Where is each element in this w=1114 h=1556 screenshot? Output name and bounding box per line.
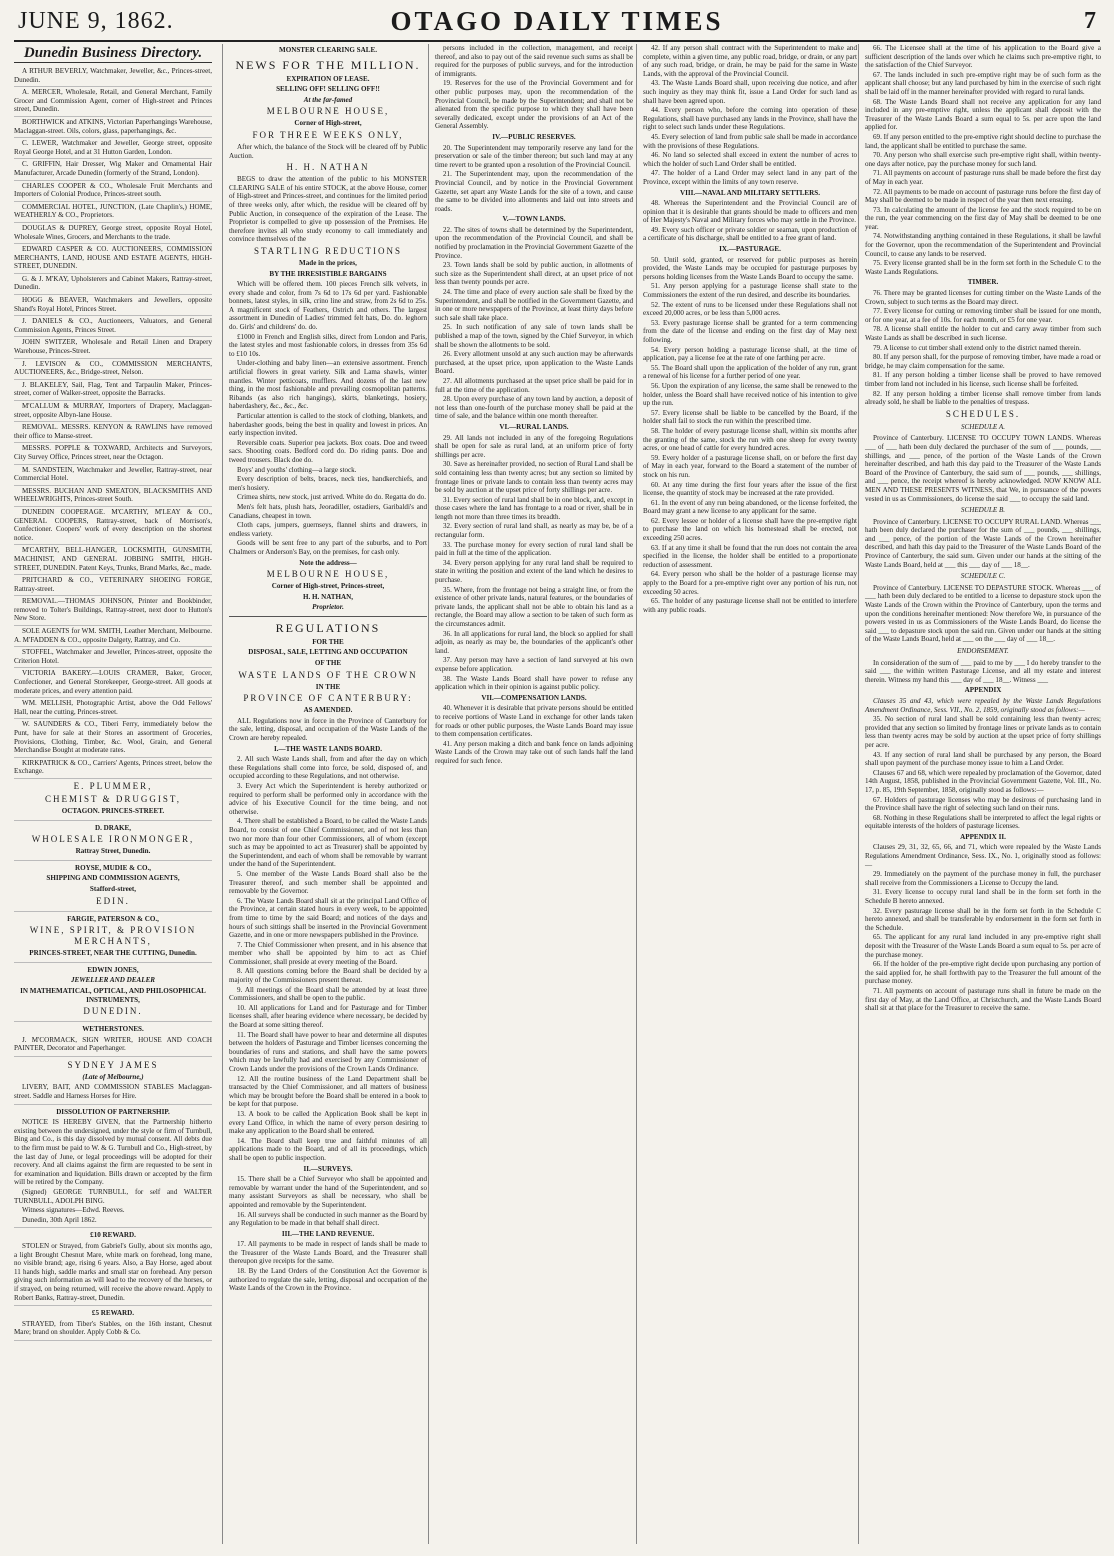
sale-underclothing: Under-clothing and baby linen—an extensive assortment. French artificial flowers in great variety. Silk and Lama shawls, winter mantles. Winter petticoats, mufflers. And dozens of the last new thing, in the most fashionable and prevailing cosmopolitan patterns. Ribands (as also rich hangings), skirts, blanketings, hosiery, haberdashery, &c., &c., &c.	[229, 359, 427, 411]
appendix-sub: Clauses 35 and 43, which were repealed by the Waste Lands Regulations Amendment Ordinance, Sess. VII., No. 2, 1859, originally stood as follows:—	[865, 696, 1101, 714]
appendix-clause: 35. No section of rural land shall be sold containing less than twenty acres; provided that any section so limited by frontage lines or private lands as to contain less than twenty acres may be sold by auction at the upset price of forty shillings per acre.	[865, 715, 1101, 749]
ad-witness: Witness signatures—Edwd. Reeves.	[22, 1206, 125, 1215]
appendix-clause: 68. Nothing in these Regulations shall be interpreted to affect the legal rights or equitable interests of the holders of pasturage licenses.	[865, 813, 1101, 831]
regulation-clause: 53. Every pasturage license shall be granted for a term commencing from the date of the license and ending on the first day of May next following.	[643, 318, 857, 344]
directory-entry: REMOVAL. MESSRS. KENYON & RAWLINS have removed their office to Manse-street.	[14, 423, 212, 443]
ad-date: Dunedin, 30th April 1862.	[22, 1215, 97, 1224]
appendix-heading: APPENDIX	[964, 686, 1002, 695]
regulation-clause: 73. In calculating the amount of the license fee and the stock required to be on the run, the year commencing on the first day of May shall be deemed to be one year.	[865, 205, 1101, 231]
regulation-clause: 78. A license shall entitle the holder to cut and carry away timber from such Waste Lands as shall be described in such license.	[865, 325, 1101, 342]
col4-paragraphs	[643, 44, 857, 614]
schedule-c-body: Province of Canterbury. LICENSE TO DEPASTURE STOCK. Whereas ___ of ___ hath been duly declared to be entitled to a license to depasture stock upon the Waste Lands of the Crown within the Province of Canterbury, upon the terms and upon the conditions hereinafter mentioned: Now therefore We, in pursuance of the powers vested in us as Commissioners of the Waste Lands Board, do license the said ___ to depasture stock upon the said run. Given under our hands at the sitting of the Waste Lands Board, held at ___ on the ___ day of ___ 18__.	[865, 583, 1101, 644]
sale-owner: H. H. NATHAN	[286, 162, 370, 173]
directory-entry: KIRKPATRICK & CO., Carriers' Agents, Princes street, below the Exchange.	[14, 759, 212, 779]
regulation-clause: 51. Any person applying for a pasturage license shall state to the Commissioners the extent of the run desired, and describe its boundaries.	[643, 282, 857, 300]
regulation-clause: 21. The Superintendent may, upon the recommendation of the Provincial Council, and by notice in the Provincial Government Gazette, set apart any Waste Lands for the site of a town, and cause the same to be divided into allotments and laid out into streets and roads.	[435, 170, 633, 213]
directory-entry: EDWARD CASPER & CO. AUCTIONEERS, COMMISSION MERCHANTS, LAND, HOUSE AND ESTATE AGENTS, HIGH-STREET, DUNEDIN.	[14, 245, 212, 274]
ad-signed: (Signed) GEORGE TURNBULL, for self and WALTER TURNBULL, ADOLPH BING.	[14, 1188, 212, 1205]
endorsement-heading: ENDORSEMENT.	[957, 647, 1009, 655]
regulations-for-the: FOR THE	[312, 637, 344, 646]
regulation-clause: 50. Until sold, granted, or reserved for public purposes as herein provided, the Waste Lands may be occupied for pasturage purposes by persons holding licenses from the Waste Lands Board to occupy the same.	[643, 255, 857, 281]
regulation-clause: 47. The holder of a Land Order may select land in any part of the Province, except within the limits of any town reserve.	[643, 169, 857, 186]
ad-body: NOTICE IS HEREBY GIVEN, that the Partnership hitherto existing between the undersigned, under the style or firm of Turnbull, Bing and Co., is this day dissolved by mutual consent. All debts due to the firm must be paid to W. & G. Turnbull and Co., High-street, by the last day of June, or legal proceedings will be adopted for their recovery. And all claims against the firm are requested to be sent in for examination and liquidation. Bills drawn or accepted by the firm will be retired by the Company.	[14, 1118, 212, 1187]
ad-heading: DISSOLUTION OF PARTNERSHIP.	[56, 1107, 170, 1116]
appendix-clause: 65. The applicant for any rural land included in any pre-emptive right shall deposit with the Treasurer of the Waste Lands Board a sum equal to 5s. per acre of the purchase money.	[865, 933, 1101, 959]
sale-made: Made in the prices,	[299, 258, 357, 267]
regulation-clause: 38. The Waste Lands Board shall have power to refuse any application which in their opinion is against public policy.	[435, 674, 633, 692]
sale-cloth: Cloth caps, jumpers, guernseys, flannel shirts and drawers, in endless variety.	[229, 521, 427, 538]
directory-entry: MESSRS. BUCHAN AND SMEATON, BLACKSMITHS AND WHEELWRIGHTS, Princes-street South.	[14, 487, 212, 507]
sale-note: Note the address—	[299, 558, 357, 567]
sale-corner: Corner of High-street,	[294, 119, 362, 128]
regulation-clause: 19. Reserves for the use of the Provincial Government and for other public purposes may, upon the recommendation of the Provincial Council, be made by the Superintendent; and shall not be alienated from the specific purpose to which they shall have been severally dedicated, except under the provisions of an Act of the General Assembly.	[435, 79, 633, 131]
sale-corner-2: Corner of High-street, Princes-street,	[271, 582, 385, 591]
regulations-sub-2: WASTE LANDS OF THE CROWN	[238, 669, 418, 680]
ad-name: ROYSE, MUDIE & CO.,	[74, 863, 152, 872]
ad-name: EDWIN JONES,	[87, 965, 139, 974]
regulation-clause: 8. All questions coming before the Board shall be decided by a majority of the Commissioners present thereat.	[229, 967, 427, 985]
regulation-clause: 45. Every selection of land from public sale shall be made in accordance with the provisions of these Regulations.	[643, 132, 857, 150]
directory-entry: VICTORIA BAKERY.—LOUIS CRAMER, Baker, Grocer, Confectioner, and General Storekeeper, George-street. All goods at moderate prices, and every attention paid.	[14, 669, 212, 698]
regulation-clause: 44. Every person who, before the coming into operation of these Regulations, shall have purchased any lands in the Province, shall have the right to select such lands under these Regulations.	[643, 106, 857, 132]
regulation-clause: 30. Save as hereinafter provided, no section of Rural Land shall be sold containing less than twenty acres; but any section so limited by frontage lines or private lands to contain less than twenty acres may be sold by auction at the upset price of forty shillings per acre.	[435, 460, 633, 495]
section-heading: V.—TOWN LANDS.	[502, 215, 566, 224]
regulation-clause: 77. Every license for cutting or removing timber shall be issued for one month, or for one year, at a fee of 10s. for each month, or £5 for one year.	[865, 307, 1101, 324]
ad-reward-5	[14, 1309, 212, 1341]
regulations-of-the: OF THE	[314, 659, 342, 668]
regulation-clause: 74. Notwithstanding anything contained in these Regulations, it shall be lawful for the Governor, upon the recommendation of the Superintendent and Provincial Council, to cause any lands to be reserved.	[865, 232, 1101, 258]
ad-heading: £10 REWARD.	[90, 1231, 136, 1240]
col5-paragraphs	[865, 44, 1101, 407]
regulation-clause: 48. Whereas the Superintendent and the Provincial Council are of opinion that it is desirable that grants should be made to officers and men of Her Majesty's Naval and Military forces who may settle in the Province.	[643, 199, 857, 225]
section-heading: II.—SURVEYS.	[303, 1164, 353, 1173]
ad-wetherstones	[14, 1025, 212, 1057]
regulations-title: REGULATIONS	[275, 620, 381, 635]
directory-entry: BORTHWICK and ATKINS, Victorian Paperhangings Warehouse, Maclaggan-street. Oils, colors, glass, paperhangings, &c.	[14, 118, 212, 138]
ad-body: LIVERY, BAIT, AND COMMISSION STABLES Maclaggan-street. Saddle and Harness Horses for Hire.	[14, 1083, 212, 1101]
regulation-clause: persons included in the collection, management, and receipt thereof, and also to pay out of the said revenue such sums as shall be required for the purposes of public surveys, and for the introduction of immigrants.	[435, 44, 633, 78]
directory-entry: HOGG & BEAVER, Watchmakers and Jewellers, opposite Shand's Royal Hotel, Princes Street.	[14, 296, 212, 316]
sale-after: After which, the balance of the Stock will be cleared off by Public Auction.	[229, 142, 427, 160]
sale-goods: Goods will be sent free to any part of the suburbs, and to Port Chalmers or Anderson's Bay, on the premises, for cash only.	[229, 539, 427, 556]
regulation-clause: 82. If any person holding a timber license shall remove timber from lands already sold, he shall be liable to the penalties of trespass.	[865, 389, 1101, 407]
ad-name: E. PLUMMER,	[73, 780, 153, 791]
ad-town: DUNEDIN.	[83, 1006, 143, 1017]
regulation-clause: 37. Any person may have a section of land surveyed at his own expense before application.	[435, 656, 633, 673]
ad-reward-10	[14, 1231, 212, 1306]
appendix-clause: 32. Every pasturage license shall be in the form set forth in the Schedule C hereto annexed, and shall be transferable by endorsement in the form set forth in the Schedule.	[865, 906, 1101, 932]
sale-silks: £1000 in French and English silks, direct from London and Paris, the latest styles and most fashionable colors, in dresses from 35s 6d to £10 10s.	[229, 332, 427, 358]
directory-entry: SOLE AGENTS for WM. SMITH, Leather Merchant, Melbourne. A. M'FADDEN & CO., opposite Dalgety, Rattray, and Co.	[14, 627, 212, 647]
regulation-clause: 75. Every license granted shall be in the form set forth in the Schedule C to the Waste Lands Regulations.	[865, 259, 1101, 276]
regulation-clause: 28. Upon every purchase of any town land by auction, a deposit of not less than one-fourth of the purchase money shall be paid at the time of sale, and the balance within one month thereafter.	[435, 395, 633, 421]
regulation-clause: 3. Every Act which the Superintendent is hereby authorized or required to perform shall be performed only in accordance with the advice of his Executive Council for the time being, and not otherwise.	[229, 782, 427, 816]
sale-heading: MONSTER CLEARING SALE.	[279, 46, 377, 54]
appendix-clause: 29. Immediately on the payment of the purchase money in full, the purchaser shall receive from the Commissioners a License to Occupy the land.	[865, 870, 1101, 887]
regulation-clause: 41. Any person making a ditch and bank fence on lands adjoining Waste Lands of the Crown may take out of such lands half the land required for such fence.	[435, 739, 633, 765]
sale-sub: At the far-famed	[303, 95, 353, 104]
ad-body: STOLEN or Strayed, from Gabriel's Gully, about six months ago, a light Brought Chesnut Mare, white mark on forehead, long mane, no visible brand; age, rising 6 years. Also, a Bay Horse, aged about 11 hands high, saddle marks and small star on forehead. Any person giving such information as will lead to the recovery of the horses, or if strayed, on being returned, will receive the above reward. Apply to Robert Banks, Rattray-street, Dunedin.	[14, 1241, 212, 1302]
ad-heading: £5 REWARD.	[91, 1309, 135, 1318]
regulation-clause: 11. The Board shall have power to hear and determine all disputes between the holders of Pasturage and Timber licenses concerning the boundaries of runs and stations, and shall have the same powers which may be lawfully had and exercised by any Commissioner of Crown Lands under the provisions of the Crown Lands Ordinance.	[229, 1030, 427, 1073]
regulations-paragraphs	[229, 755, 427, 1293]
appendix-clause: 31. Every license to occupy rural land shall be in the form set forth in the Schedule B hereto annexed.	[865, 888, 1101, 906]
ad-address: OCTAGON. PRINCES-STREET.	[61, 806, 165, 815]
section-heading: VII.—COMPENSATION LANDS.	[481, 693, 587, 702]
directory-entry: CHARLES COOPER & CO., Wholesale Fruit Merchants and Importers of Colonial Produce, Princes-street south.	[14, 182, 212, 202]
directory-entry: JOHN SWITZER, Wholesale and Retail Linen and Drapery Warehouse, Princes-Street.	[14, 338, 212, 358]
section-heading: VI.—RURAL LANDS.	[499, 422, 569, 431]
ad-name: D. DRAKE,	[94, 823, 132, 832]
regulation-clause: 24. The time and place of every auction sale shall be fixed by the Superintendent, and shall be notified in the Government Gazette, and in one or more newspapers of the Province, at least thirty days before such sale shall take place.	[435, 288, 633, 322]
sale-bargains: BY THE IRRESISTIBLE BARGAINS	[269, 269, 387, 278]
regulation-clause: 65. The holder of any pasturage license shall not be entitled to interfere with any public roads.	[643, 597, 857, 614]
regulation-clause: 56. Upon the expiration of any license, the same shall be renewed to the holder, unless the Board shall have received notice of his intention to give up the run.	[643, 381, 857, 408]
sale-proprietor: Proprietor.	[312, 603, 344, 612]
ad-name: SYDNEY JAMES	[67, 1059, 159, 1070]
regulations-sub-3: PROVINCE OF CANTERBURY:	[243, 693, 413, 704]
regulation-clause: 6. The Waste Lands Board shall sit at the principal Land Office of the Province, at certain stated hours in every week, to be appointed from time to time by the said Board; and notices of the days and hours of such sittings shall be inserted in the Provincial Government Gazette, and in one or more newspapers published in the Province.	[229, 896, 427, 940]
ad-trade: WHOLESALE IRONMONGER,	[31, 834, 195, 845]
col3-paragraphs	[435, 44, 633, 766]
issue-date: JUNE 9, 1862.	[18, 8, 174, 34]
sale-boys: Boys' and youths' clothing—a large stock.	[237, 465, 357, 474]
regulation-clause: 31. Every section of rural land shall be in one block, and, except in those cases where the land has frontage to a road or river, shall be in length not more than three times its breadth.	[435, 495, 633, 521]
schedule-a-heading: SCHEDULE A.	[960, 422, 1005, 431]
regulation-clause: 63. If at any time it shall be found that the run does not contain the area specified in the license, the holder shall be entitled to a proportionate reduction of assessment.	[643, 543, 857, 569]
regulation-clause: 79. A license to cut timber shall extend only to the district named therein.	[873, 343, 1081, 352]
schedules-heading: SCHEDULES.	[945, 408, 1021, 419]
directory-entry: M'CARTHY, BELL-HANGER, LOCKSMITH, GUNSMITH, MACHINIST, AND GENERAL JOBBING SMITH, HIGH-STREET, DUNEDIN. Patent Keys, Trunks, Brand Marks, &c., made.	[14, 546, 212, 575]
regulation-clause: 34. Every person applying for any rural land shall be required to state in writing the position and extent of the land which he desires to purchase.	[435, 558, 633, 585]
regulation-clause: 13. A book to be called the Application Book shall be kept in every Land Office, in which the name of every person desiring to make any application to the Board shall be entered.	[229, 1109, 427, 1136]
ad-body: STRAYED, from Tiber's Stables, on the 16th instant, Chesnut Mare; brand on shoulder. Apply Cobb & Co.	[14, 1319, 212, 1337]
schedule-c-heading: SCHEDULE C.	[960, 572, 1006, 581]
directory-entry: MESSRS. POPPLE & TOXWARD, Architects and Surveyors, City Survey Office, Princes street, near the Octagon.	[14, 444, 212, 464]
appendix-clause: 71. All payments on account of pasturage runs shall in future be made on the first day of May, at the Land Office, at Christchurch, and the Waste Lands Board shall sit at that place for the Treasurer to receive the same.	[865, 986, 1101, 1013]
sale-expiration: EXPIRATION OF LEASE.	[286, 74, 370, 83]
ad-address: PRINCES-STREET, NEAR THE CUTTING, Dunedin.	[29, 949, 197, 958]
regulation-clause: 25. In such notification of any sale of town lands shall be published a map of the town, signed by the Chief Surveyor, in which shall be shown the allotments to be sold.	[435, 323, 633, 349]
section-heading: VIII.—NAVAL AND MILITARY SETTLERS.	[679, 188, 821, 197]
directory-entry: J. LEVISON & CO., COMMISSION MERCHANTS, AUCTIONEERS, &c., Bridge-street, Nelson.	[14, 360, 212, 380]
regulation-clause: 57. Every license shall be liable to be cancelled by the Board, if the holder shall fail to stock the run within the prescribed time.	[643, 408, 857, 426]
ad-dissolution	[14, 1108, 212, 1229]
regulation-clause: 16. All surveys shall be conducted in such manner as the Board by any Regulation to be made in that behalf shall direct.	[229, 1210, 427, 1228]
ad-trade: CHEMIST & DRUGGIST,	[45, 793, 181, 804]
schedule-b-heading: SCHEDULE B.	[960, 506, 1006, 515]
regulation-clause: 62. Every lessee or holder of a license shall have the pre-emptive right to purchase the land on which his homestead shall be erected, not exceeding 250 acres.	[643, 516, 857, 543]
ad-town: EDIN.	[96, 895, 130, 906]
regulation-clause: 59. Every holder of a pasturage license shall, on or before the first day of May in each year, forward to the Board a statement of the number of stock on his run.	[643, 453, 857, 479]
ad-sub: (Late of Melbourne,)	[82, 1072, 144, 1081]
ad-name: WETHERSTONES.	[82, 1025, 144, 1034]
ad-royse	[14, 864, 212, 912]
regulation-clause: 40. Whenever it is desirable that private persons should be entitled to receive portions of Waste Land in exchange for other lands taken for roads or other public purposes, the Waste Lands Board may issue to them compensation certificates.	[435, 704, 633, 739]
endorsement-body: In consideration of the sum of ___ paid to me by ___ I do hereby transfer to the said ___ the within written Pasturage License, and all my estate and interest therein. Witness my hand this ___ day of ___ 18__. Witness ___	[865, 658, 1101, 684]
directory-entry: J. BLAKELEY, Sail, Flag, Tent and Tarpaulin Maker, Princes-street, corner of Walker-street, opposite the Barracks.	[14, 381, 212, 401]
regulations-section-i: I.—THE WASTE LANDS BOARD.	[273, 744, 383, 753]
masthead	[14, 6, 1100, 42]
directory-entry: DOUGLAS & DUPREY, George street, opposite Royal Hotel, Wholesale Wines, Grocers, and Merchants to the trade.	[14, 224, 212, 244]
sale-news-heading: NEWS FOR THE MILLION.	[235, 57, 421, 72]
regulations-in-the: IN THE	[315, 682, 341, 691]
column-sale-and-regulations	[222, 44, 427, 1544]
schedule-b-body: Province of Canterbury. LICENSE TO OCCUPY RURAL LAND. Whereas ___ hath been duly declared the purchaser for the sum of ___ pounds, ___ shillings, and ___ pence, of the portion of the Waste Lands of the Crown hereinafter described, and hath this day paid to the Treasurer of the Waste Lands Board of the Province of Canterbury, the said sum. Given under our hands at the sitting of the Waste Lands Board, held at ___ this ___ day of ___ 18__.	[865, 517, 1101, 569]
directory-entry: M'CALLUM & MURRAY, Importers of Drapery, Maclaggan-street, opposite Albyn-lane House.	[14, 402, 212, 422]
sale-house: MELBOURNE HOUSE,	[266, 106, 390, 117]
schedule-a-body: Province of Canterbury. LICENSE TO OCCUPY TOWN LANDS. Whereas ___ of ___ hath been duly declared the purchaser of the sum of ___ pounds, ___ shillings, and ___ pence, of the portion of the Waste Lands of the Crown hereinafter described, and hath this day paid to the Treasurer of the Waste Lands Board of the Province of Canterbury, the said sum of ___ pounds, ___ shillings, and ___ pence, the receipt whereof is hereby acknowledged. NOW KNOW ALL MEN AND THESE PRESENTS WITNESS, that We, in pursuance of the powers vested in us as Commissioners, do license the said ___ to occupy the said land.	[865, 434, 1101, 503]
regulation-clause: 12. All the routine business of the Land Department shall be transacted by the Chief Commissioner, and all matters of business which may be brought before the Board shall be entered in a book to be kept for that purpose.	[229, 1074, 427, 1109]
directory-entry: G. & J. M'KAY, Upholsterers and Cabinet Makers, Rattray-street, Dunedin.	[14, 275, 212, 295]
directory-entry: WM. MELLISH, Photographic Artist, above the Odd Fellows' Hall, near the cutting, Princes-street.	[14, 699, 212, 719]
regulation-clause: 22. The sites of towns shall be determined by the Superintendent, upon the recommendation of the Provincial Council, and shall be notified by proclamation in the Provincial Government Gazette of the Province.	[435, 225, 633, 260]
sale-mens: Men's felt hats, plush hats, Jeoradiller, ostadiers, Garibaldi's and Canadians, cheapest in town.	[229, 502, 427, 520]
regulation-clause: 43. The Waste Lands Board shall, upon receiving due notice, and after such inquiry as they may think fit, issue a Land Order for such land as shall have been agreed upon.	[643, 79, 857, 105]
ad-fargie	[14, 915, 212, 963]
ad-address: Rattray Street, Dunedin.	[75, 847, 151, 856]
regulation-clause: 72. All payments to be made on account of pasturage runs before the first day of May shall be deemed to be made in respect of the year then next ensuing.	[865, 187, 1101, 205]
regulation-clause: 14. The Board shall keep true and faithful minutes of all applications made to the Board, and of all its proceedings, which shall be open to public inspection.	[229, 1136, 427, 1162]
ad-body: J. M'CORMACK, SIGN WRITER, HOUSE AND COACH PAINTER, Decorator and Paperhanger.	[14, 1035, 212, 1053]
regulation-clause: 60. At any time during the first four years after the issue of the first license, the quantity of stock may be increased at the rate provided.	[643, 480, 857, 498]
regulation-clause: 2. All such Waste Lands shall, from and after the day on which these Regulations shall come into force, be sold, disposed of, and occupied according to these Regulations, and not otherwise.	[229, 755, 427, 781]
regulation-clause: 46. No land so selected shall exceed in extent the number of acres to which the holder of such Land Order shall be entitled.	[643, 151, 857, 168]
section-heading: IX.—PASTURAGE.	[719, 245, 781, 254]
regulation-clause: 29. All lands not included in any of the foregoing Regulations shall be open for sale as rural land, at an uniform price of forty shillings per acre.	[435, 433, 633, 459]
regulation-clause: 67. The lands included in such pre-emptive right may be of such form as the applicant shall choose; but any land purchased by him in the exercise of such right shall be laid off in the manner hereinafter provided with regard to rural lands.	[865, 70, 1101, 96]
ad-trade: WINE, SPIRIT, & PROVISION MERCHANTS,	[29, 925, 197, 947]
regulation-clause: 58. The holder of every pasturage license shall, within six months after the granting of the same, stock the run with one sheep for every twenty acres, or one head of cattle for every hundred acres.	[643, 426, 857, 453]
ad-trade: SHIPPING AND COMMISSION AGENTS,	[46, 874, 180, 883]
regulation-clause: 68. The Waste Lands Board shall not receive any application for any land included in any pre-emptive right, unless the applicant shall deposit with the Treasurer of the Waste Lands Board a sum equal to 5s. per acre upon the land applied for.	[865, 97, 1101, 132]
regulations-sub-1: DISPOSAL, SALE, LETTING AND OCCUPATION	[248, 648, 408, 657]
directory-entry: A RTHUR BEVERLY, Watchmaker, Jeweller, &c., Princes-street, Dunedin.	[14, 67, 212, 87]
regulation-clause: 66. The Licensee shall at the time of his application to the Board give a sufficient description of the lands over which he claims such pre-emptive right, to the satisfaction of the Chief Surveyor.	[865, 44, 1101, 70]
divider	[229, 616, 427, 617]
ad-address: Stafford-street,	[89, 884, 137, 893]
directory-entry: C. GRIFFIN, Hair Dresser, Wig Maker and Ornamental Hair Manufacturer, Arcade Dunedin (formerly of the Strand, London).	[14, 160, 212, 180]
regulation-clause: 36. In all applications for rural land, the block so applied for shall adjoin, as nearly as may be, the boundaries of the applicant's other land.	[435, 629, 633, 655]
directory-entries	[14, 67, 212, 779]
section-heading: IV.—PUBLIC RESERVES.	[492, 132, 576, 141]
regulation-clause: 5. One member of the Waste Lands Board shall also be the Treasurer thereof, and such member shall be appointed and removable by the Governor.	[229, 869, 427, 896]
sale-crimea: Crimea shirts, new stock, just arrived. White do do. Regatta do do.	[237, 493, 426, 502]
regulation-clause: 64. Every person who shall be the holder of a pasturage license may apply to the Board for a pre-emptive right over any portion of his run, not exceeding 50 acres.	[643, 570, 857, 596]
appendix-clause: 43. If any section of rural land shall be purchased by any person, the Board shall upon payment of the purchase money issue to him a Land Order.	[865, 750, 1101, 768]
directory-entry: A. MERCER, Wholesale, Retail, and General Merchant, Family Grocer and Commission Agent, corner of High-street and Princes street, Dunedin.	[14, 88, 212, 117]
ad-trade: JEWELLER AND DEALER	[70, 976, 156, 985]
regulation-clause: 20. The Superintendent may temporarily reserve any land for the preservation or sale of the timber thereon; but such land may at any time revert to be granted upon a resolution of the Provincial Council.	[435, 143, 633, 169]
sale-owner-2: H. H. NATHAN,	[302, 592, 354, 601]
regulation-clause: 26. Every allotment unsold at any such auction may be afterwards purchased, at the upset price, upon application to the Waste Lands Board.	[435, 350, 633, 376]
newspaper-title: OTAGO DAILY TIMES	[390, 6, 724, 36]
ad-edwin-jones	[14, 966, 212, 1022]
column-regulations-cont-2	[636, 44, 857, 1544]
appendix-clause: Clauses 67 and 68, which were repealed by proclamation of the Governor, dated 14th August, 1858, published in the Provincial Government Gazette, Vol. III., No. 17, p. 85, 19th September, 1858, originally stood as follows:—	[865, 768, 1101, 794]
sale-startling: STARTLING REDUCTIONS	[254, 245, 402, 256]
regulation-clause: 71. All payments on account of pasturage runs shall be made before the first day of May in each year.	[865, 169, 1101, 186]
regulation-clause: 70. Any person who shall exercise such pre-emptive right shall, within twenty-one days after notice, pay the purchase money for such land.	[865, 151, 1101, 168]
ad-sydney-james	[14, 1060, 212, 1105]
column-regulations-cont	[428, 44, 633, 1544]
directory-entry: DUNEDIN COOPERAGE. M'CARTHY, M'LEAY & CO., GENERAL COOPERS, Rattray-street, back of Morrison's, Confectioner. Coopers' work of every description on the shortest notice.	[14, 508, 212, 545]
directory-entry: STOFFEL, Watchmaker and Jeweller, Princes-street, opposite the Criterion Hotel.	[14, 648, 212, 668]
regulation-clause: 9. All meetings of the Board shall be attended by at least three Commissioners, and shall be open to the public.	[229, 985, 427, 1003]
directory-entry: C. LEWER, Watchmaker and Jeweller, George street, opposite Royal George Hotel, and at 31 Hutton Garden, London.	[14, 139, 212, 159]
sale-house-2: MELBOURNE HOUSE,	[266, 569, 390, 580]
regulation-clause: 52. The extent of runs to be licensed under these Regulations shall not exceed 20,000 acres, or be less than 5,000 acres.	[643, 300, 857, 318]
regulation-clause: 76. There may be granted licenses for cutting timber on the Waste Lands of the Crown, subject to such terms as the Board may direct.	[865, 289, 1101, 306]
regulation-clause: 32. Every section of rural land shall, as nearly as may be, be of a rectangular form.	[435, 522, 633, 540]
sale-selling-off: SELLING OFF! SELLING OFF!!	[276, 85, 380, 94]
regulation-clause: 80. If any person shall, for the purpose of removing timber, have made a road or bridge, he may claim compensation for the same.	[865, 353, 1101, 370]
regulations-intro: ALL Regulations now in force in the Province of Canterbury for the sale, letting, disposal, and occupation of the Waste Lands of the Crown are hereby repealed.	[229, 716, 427, 743]
appendix-clause: 67. Holders of pasturage licenses who may be desirous of purchasing land in the Province shall have the right of selecting such land on their runs.	[865, 795, 1101, 813]
regulations-amended: AS AMENDED.	[303, 706, 353, 715]
sale-intro: BEGS to draw the attention of the public to his MONSTER CLEARING SALE of his entire STOCK, at the above House, corner of High-street and Princes-street, and continues for the limited period of three weeks only, after which, the residue will be cleared off by Public Auction, in consequence of the expiration of the Lease. The Proprietor is compelled to give up possession of the Premises. He therefore invites all who study economy to call immediately and convince themselves of the	[229, 175, 427, 244]
regulation-clause: 35. Where, from the frontage not being a straight line, or from the existence of other private lands, natural features, or the boundaries of private lands, the applicant shall not be able to obtain his land as a rectangle, the Board may allow a section to be taken of such form as the circumstances admit.	[435, 585, 633, 628]
regulation-clause: 81. If any person holding a timber license shall be proved to have removed timber from land not included in his license, such license shall be forfeited.	[865, 371, 1101, 388]
section-heading: III.—THE LAND REVENUE.	[281, 1229, 375, 1238]
regulation-clause: 61. In the event of any run being abandoned, or the license forfeited, the Board may grant a new license to any applicant for the same.	[643, 498, 857, 516]
regulation-clause: 7. The Chief Commissioner when present, and in his absence that member who shall be appointed by him to act as Chief Commissioner, shall preside at every meeting of the Board.	[229, 940, 427, 966]
directory-entry: PRITCHARD & CO., VETERINARY SHOEING FORGE, Rattray-street.	[14, 576, 212, 596]
ad-name: FARGIE, PATERSON & CO.,	[67, 914, 159, 923]
ad-drake	[14, 824, 212, 861]
sale-weeks: FOR THREE WEEKS ONLY,	[252, 129, 404, 140]
page-number: 7	[1084, 8, 1096, 34]
sale-list: Reversible coats. Superior pea jackets. Box coats. Doe and tweed sacs. Shooting coats. Bedford cord do. Do riding pants. Doe and tweed trousers. Black doe do.	[229, 438, 427, 464]
regulation-clause: 23. Town lands shall be sold by public auction, in allotments of such size as the Superintendent shall direct, at an upset price of not less than twenty pounds per acre.	[435, 261, 633, 287]
sale-every: Every description of belts, braces, neck ties, handkerchiefs, and men's hosiery.	[229, 475, 427, 492]
directory-entry: REMOVAL.—THOMAS JOHNSON, Printer and Bookbinder, removed to Tolter's Buildings, Rattray-street, next door to Hutton's New Store.	[14, 597, 212, 626]
appendix-clause: 66. If the holder of the pre-emptive right decide upon purchasing any portion of the said applied for, he shall forthwith pay to the Treasurer the full amount of the purchase money.	[865, 960, 1101, 986]
regulation-clause: 4. There shall be established a Board, to be called the Waste Lands Board, to consist of one Chief Commissioner, and of not less than two nor more than four other Commissioners, all of whom (except such as may be appointed to act as Treasurer) shall be appointed by the Superintendent, and each of whom shall be removable by warrant under the hand of the Superintendent.	[229, 817, 427, 869]
directory-entry: W. SAUNDERS & CO., Tiberi Ferry, immediately below the Punt, have for sale at their Stores an assortment of Groceries, Provisions, Clothing, Timber, &c. Wool, Grain, and General Merchandise Bought at moderate rates.	[14, 720, 212, 757]
regulation-clause: 15. There shall be a Chief Surveyor who shall be appointed and removable by warrant under the hand of the Superintendent, and so many assistant Surveyors as shall be necessary, who shall be appointed and removable by the Superintendent.	[229, 1175, 427, 1209]
regulation-clause: 54. Every person holding a pasturage license shall, at the time of application, pay a license fee at the rate of one farthing per acre.	[643, 345, 857, 363]
regulation-clause: 42. If any person shall contract with the Superintendent to make and complete, within a given time, any public road, bridge, or drain, or any part of any such road, bridge, or drain, he may be paid for the same in Waste Lands, with the approval of the Provincial Council.	[643, 44, 857, 78]
regulation-clause: 27. All allotments purchased at the upset price shall be paid for in full at the time of the application.	[435, 376, 633, 394]
ad-sub: IN MATHEMATICAL, OPTICAL, AND PHILOSOPHICAL INSTRUMENTS,	[20, 986, 206, 1004]
regulation-clause: 10. All applications for Land and for Pasturage and for Timber licenses shall, after hearing evidence where necessary, be decided by the Board at some sitting thereof.	[229, 1003, 427, 1030]
column-business-directory	[14, 44, 212, 1544]
appendix-heading: APPENDIX II.	[960, 832, 1006, 841]
appendix-paragraphs	[865, 715, 1101, 1013]
column-regulations-schedules	[858, 44, 1101, 1544]
directory-heading: Dunedin Business Directory.	[14, 44, 212, 63]
directory-entry: COMMERCIAL HOTEL, JUNCTION, (Late Chaplin's,) HOME, WEATHERLY & CO., Proprietors.	[14, 203, 212, 223]
sale-gentlemen: Particular attention is called to the stock of clothing, blankets, and haberdasher goods, being the best in quality and lowest in prices. An early inspection invited.	[229, 412, 427, 438]
ad-plummer	[14, 781, 212, 821]
regulation-clause: 49. Every such officer or private soldier or seaman, upon production of a certificate of his discharge, shall be entitled to a free grant of land.	[643, 225, 857, 243]
regulation-clause: 18. By the Land Orders of the Constitution Act the Governor is authorized to regulate the sale, letting, disposal and occupation of the Waste Lands of the Crown in the Province.	[229, 1267, 427, 1293]
sale-bargain-body: Which will be offered them. 100 pieces French silk velvets, in every shade and color, from 7s 6d to 17s 6d per yard. Fashionable bonnets, latest styles, in silk, crino line and straw, from 2s 6d to 25s. A magnificent stock of Feathers, Ostrich and others. The largest assortment in Dunedin of Ladies' trimmed felt hats, Do. do. leghorn do. Girls' and childrens' do. do.	[229, 280, 427, 332]
appendix-clause: Clauses 29, 31, 32, 65, 66, and 71, which were repealed by the Waste Lands Regulations Amendment Ordinance, Sess. IX., No. 1, originally stood as follows:—	[865, 843, 1101, 869]
section-heading: TIMBER.	[967, 278, 999, 287]
directory-entry: J. DANIELS & CO., Auctioneers, Valuators, and General Commission Agents, Princes Street.	[14, 317, 212, 337]
directory-entry: M. SANDSTEIN, Watchmaker and Jeweller, Rattray-street, near Commercial Hotel.	[14, 466, 212, 486]
regulation-clause: 17. All payments to be made in respect of lands shall be made to the Treasurer of the Waste Lands Board, and the Treasurer shall thereupon give receipts for the same.	[229, 1240, 427, 1266]
regulation-clause: 33. The purchase money for every section of rural land shall be paid in full at the time of the application.	[435, 540, 633, 558]
regulation-clause: 69. If any person entitled to the pre-emptive right should decline to purchase the land, the applicant shall be entitled to purchase the same.	[865, 132, 1101, 150]
regulation-clause: 55. The Board shall upon the application of the holder of any run, grant a renewal of his license for a further period of one year.	[643, 363, 857, 381]
